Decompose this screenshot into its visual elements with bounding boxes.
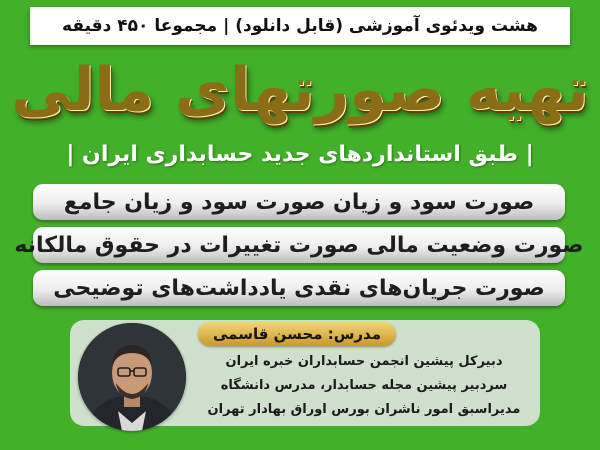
statement-pill-2: صورت وضعیت مالی صورت تغییرات در حقوق مالکانه — [33, 227, 565, 263]
main-title: تهیه صورتهای مالی — [11, 55, 589, 125]
statement-pill-3: صورت جریان‌های نقدی یادداشت‌های توضیحی — [33, 270, 565, 306]
bio-line-3: مدیراسبق امور ناشران بورس اوراق بهادار تهران — [207, 402, 521, 417]
banner-text: هشت ویدئوی آموزشی (قابل دانلود) | مجموعا ۴۵۰ دقیقه — [62, 16, 538, 36]
teacher-photo — [78, 323, 186, 431]
statement-pill-1: صورت سود و زیان صورت سود و زیان جامع — [33, 184, 565, 220]
subtitle: | طبق استانداردهای جدید حسابداری ایران | — [66, 141, 534, 167]
teacher-name-tag: مدرس: محسن قاسمی — [198, 322, 396, 346]
bio-line-1: دبیرکل پیشین انجمن حسابداران خبره ایران — [225, 354, 503, 369]
teacher-portrait-icon — [78, 323, 186, 431]
bio-line-2: سردبیر پیشین مجله حسابدار، مدرس دانشگاه — [220, 378, 508, 393]
teacher-bio — [196, 350, 532, 422]
top-banner — [30, 7, 570, 45]
